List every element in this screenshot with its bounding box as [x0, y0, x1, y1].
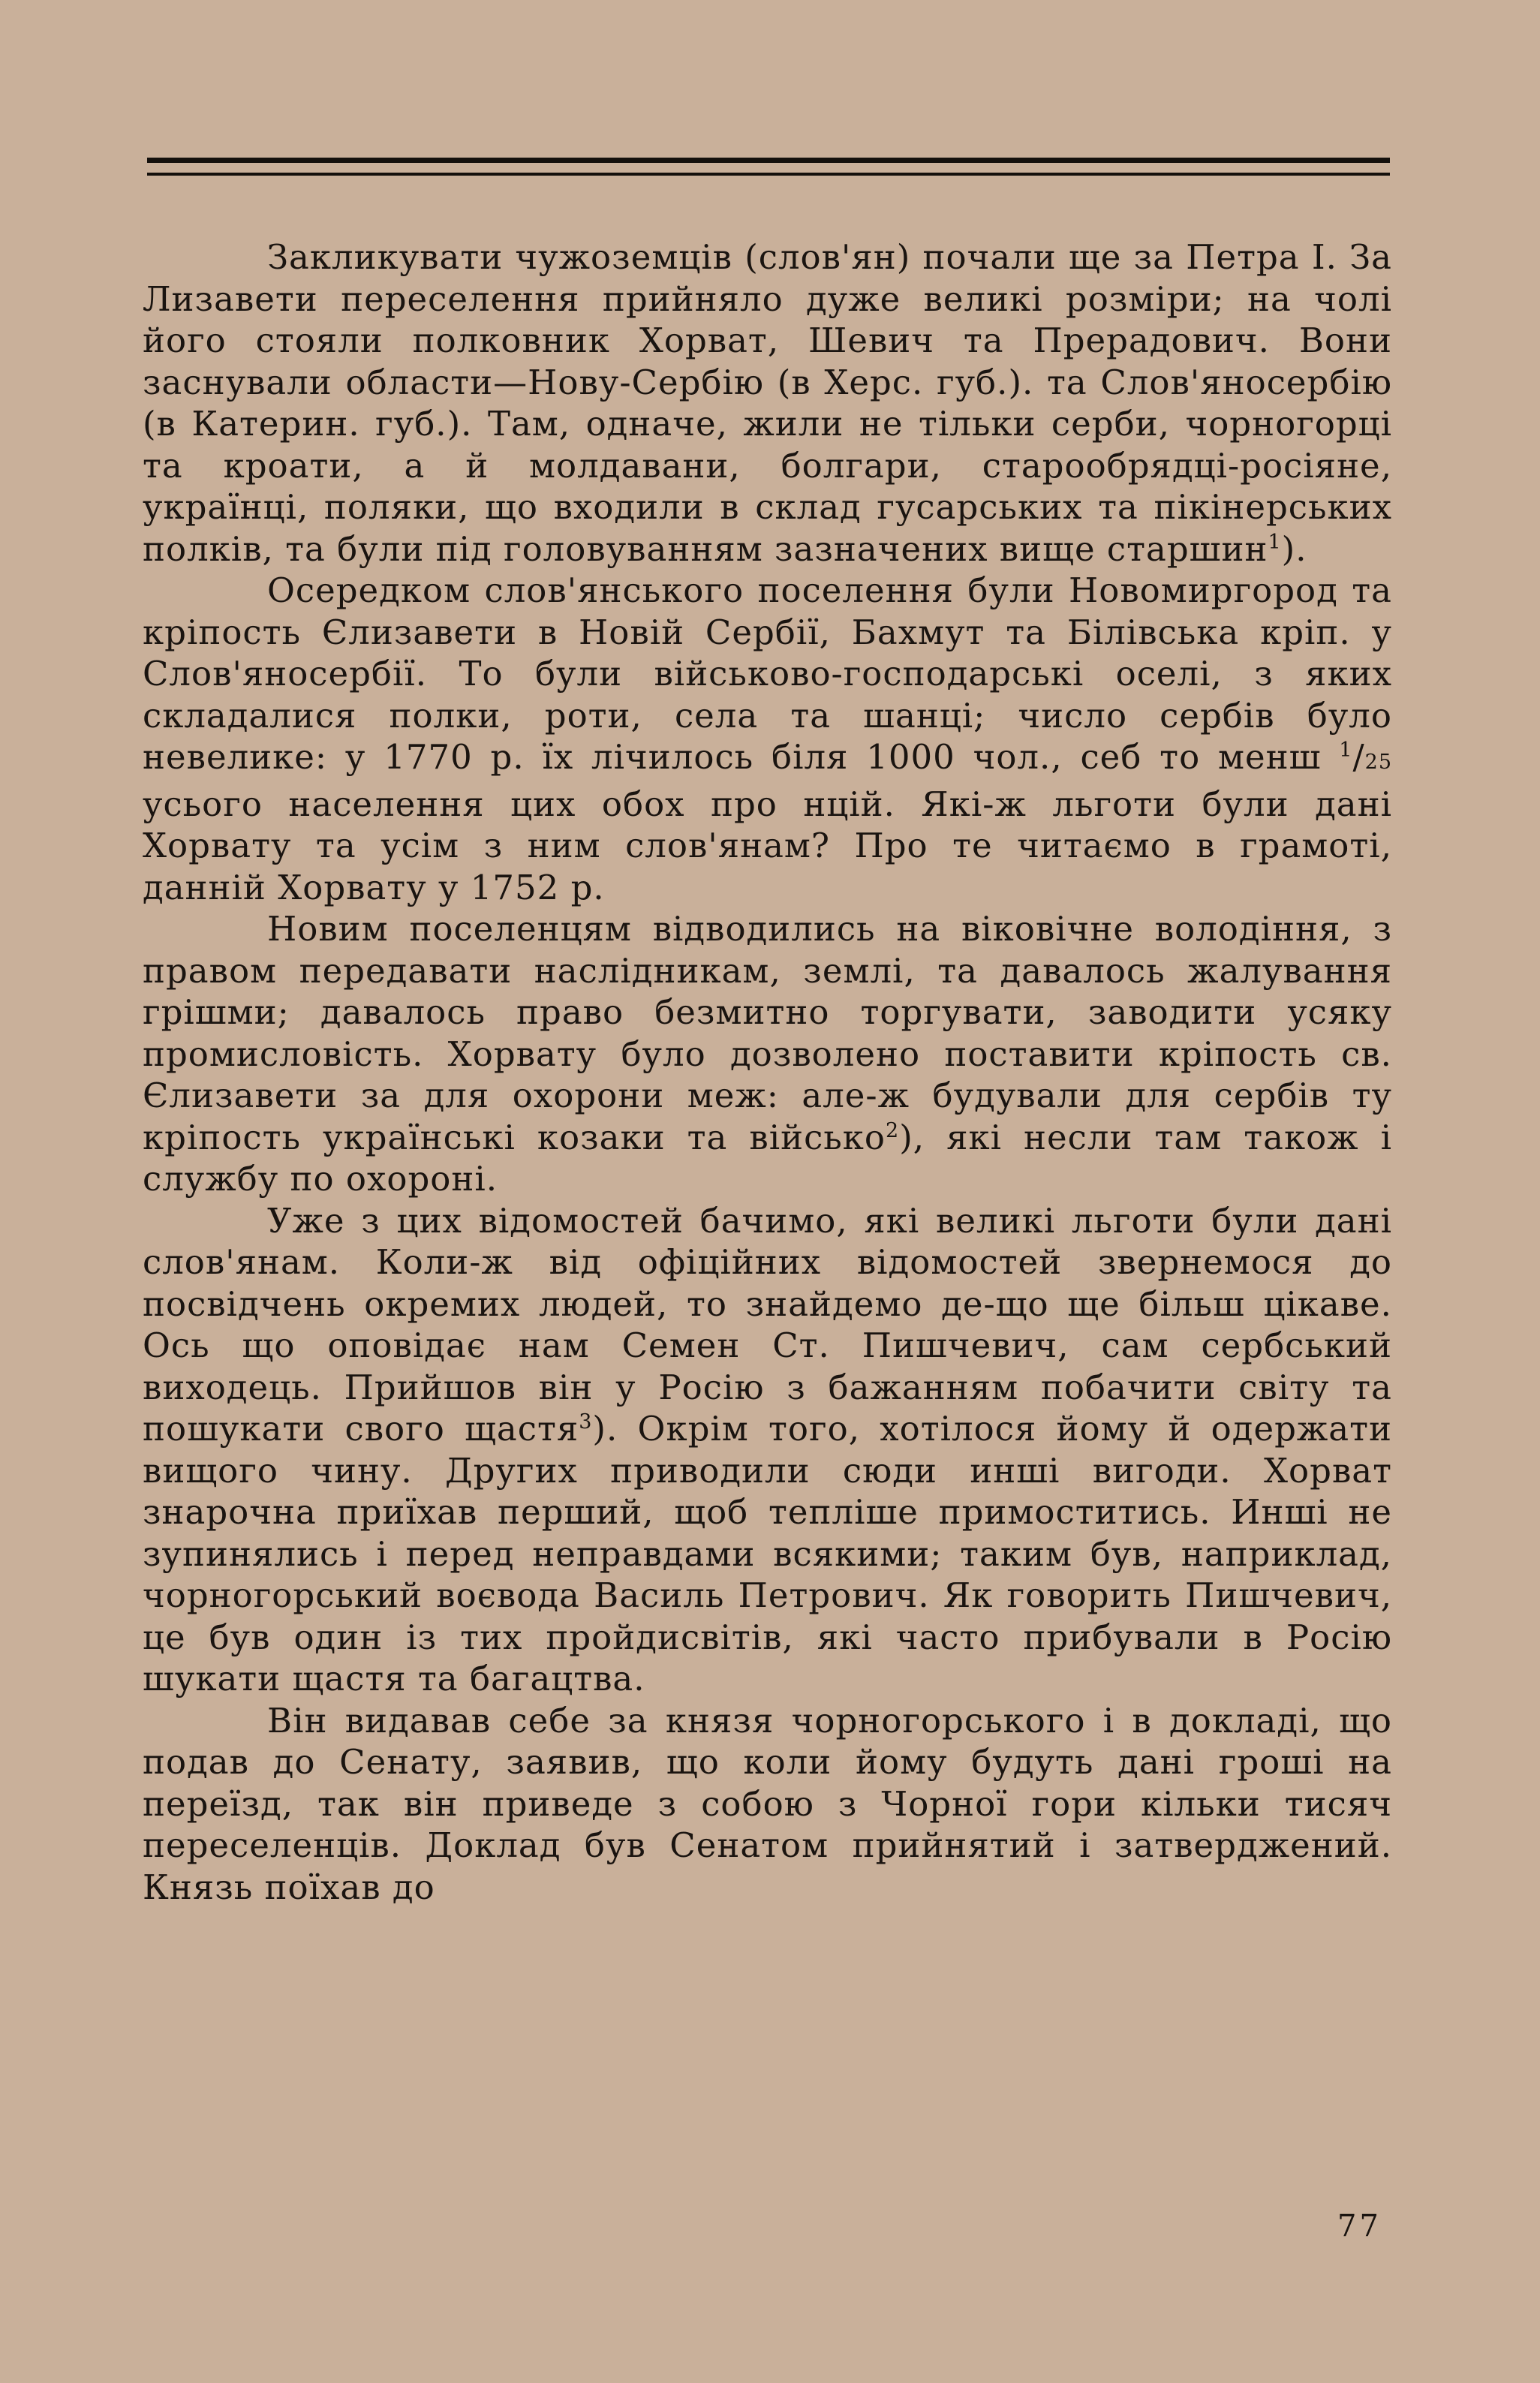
- top-double-rule-thick: [147, 158, 1390, 163]
- footnote-marker-2: 2: [886, 1118, 900, 1142]
- page-number: 77: [1337, 2209, 1382, 2243]
- paragraph-2-text: Осередком слов'янського поселення були Новомиргород та кріпость Єлизавети в Новій Сербії, Бахмут та Білівська кріп. у Слов'яносербії. То були військово-господарські оселі, з яких складалися полки, роти, села та шанці; число сербів було невелике: у 1770 р. їх лічилось біля 1000 чол., себ то менш: [143, 570, 1392, 777]
- paragraph-4-text: Уже з цих відомостей бачимо, які великі льготи були дані слов'янам. Коли-ж від офіційних відомостей звернемося до посвідчень окремих людей, то знайдемо де-що ще більш цікаве. Ось що оповідає нам Семен Ст. Пишчевич, сам сербський виходець. Прийшов він у Росію з бажанням побачити світу та пошукати свого щастя: [143, 1200, 1392, 1449]
- paragraph-2-text-end: усього населення цих обох про нцій. Які-ж льготи були дані Хорвату та усім з ним слов'янам? Про те читаємо в грамоті, данній Хорвату у 1752 р.: [143, 784, 1392, 907]
- paragraph-1-text-end: ).: [1281, 528, 1307, 569]
- footnote-marker-3: 3: [579, 1410, 593, 1434]
- paragraph-1: [143, 236, 1392, 570]
- paragraph-3-text: Новим поселенцям відводились на віковічне володіння, з правом передавати наслідникам, землі, та давалось жалування грішми; давалось право безмитно торгувати, заводити усяку промисловість. Хорвату було дозволено поставити кріпость св. Єлизавети за для охорони меж: але-ж будували для сербів ту кріпость українські козаки та військо: [143, 909, 1392, 1157]
- footnote-marker-1: 1: [1268, 530, 1282, 554]
- body-text: [143, 236, 1392, 1908]
- paragraph-5: [143, 1700, 1392, 1909]
- paragraph-4: [143, 1200, 1392, 1700]
- top-double-rule-thin: [147, 173, 1390, 176]
- paragraph-1-text: Закликувати чужоземців (слов'ян) почали ще за Петра І. За Лизавети переселення прийняло дуже великі розміри; на чолі його стояли полковник Хорват, Шевич та Прерадович. Вони заснували области—Нову-Сербію (в Херс. губ.). та Слов'яносербію (в Катерин. губ.). Там, одначе, жили не тільки серби, чорногорці та кроати, а й молдавани, болгари, старообрядці-росіяне, українці, поляки, що входили в склад гусарських та пікінерських полків, та були під головуванням зазначених вище старшин: [143, 237, 1392, 569]
- paragraph-2: [143, 570, 1392, 908]
- paragraph-3: [143, 908, 1392, 1200]
- paragraph-5-text: Він видавав себе за князя чорногорського і в докладі, що подав до Сенату, заявив, що коли йому будуть дані гроші на переїзд, так він приведе з собою з Чорної гори кільки тисяч переселенців. Доклад був Сенатом прийнятий і затверджений. Князь поїхав до: [143, 1700, 1392, 1907]
- fraction-slash: /: [1352, 737, 1365, 777]
- paragraph-4-text-end: ). Окрім того, хотілося йому й одержати вищого чину. Других приводили сюди инші вигоди. Хорват знарочна приїхав перший, щоб тепліше примоститись. Инші не зупинялись і перед неправдами всякими; таким був, наприклад, чорногорський воєвода Василь Петрович. Як говорить Пишчевич, це був один із тих пройдисвітів, які часто прибували в Росію шукати щастя та багацтва.: [143, 1409, 1392, 1698]
- paragraph-3-text-end: ), які несли там також і службу по охороні.: [143, 1117, 1392, 1199]
- fraction-numerator: 1: [1339, 739, 1353, 762]
- fraction-denominator: 25: [1364, 751, 1392, 774]
